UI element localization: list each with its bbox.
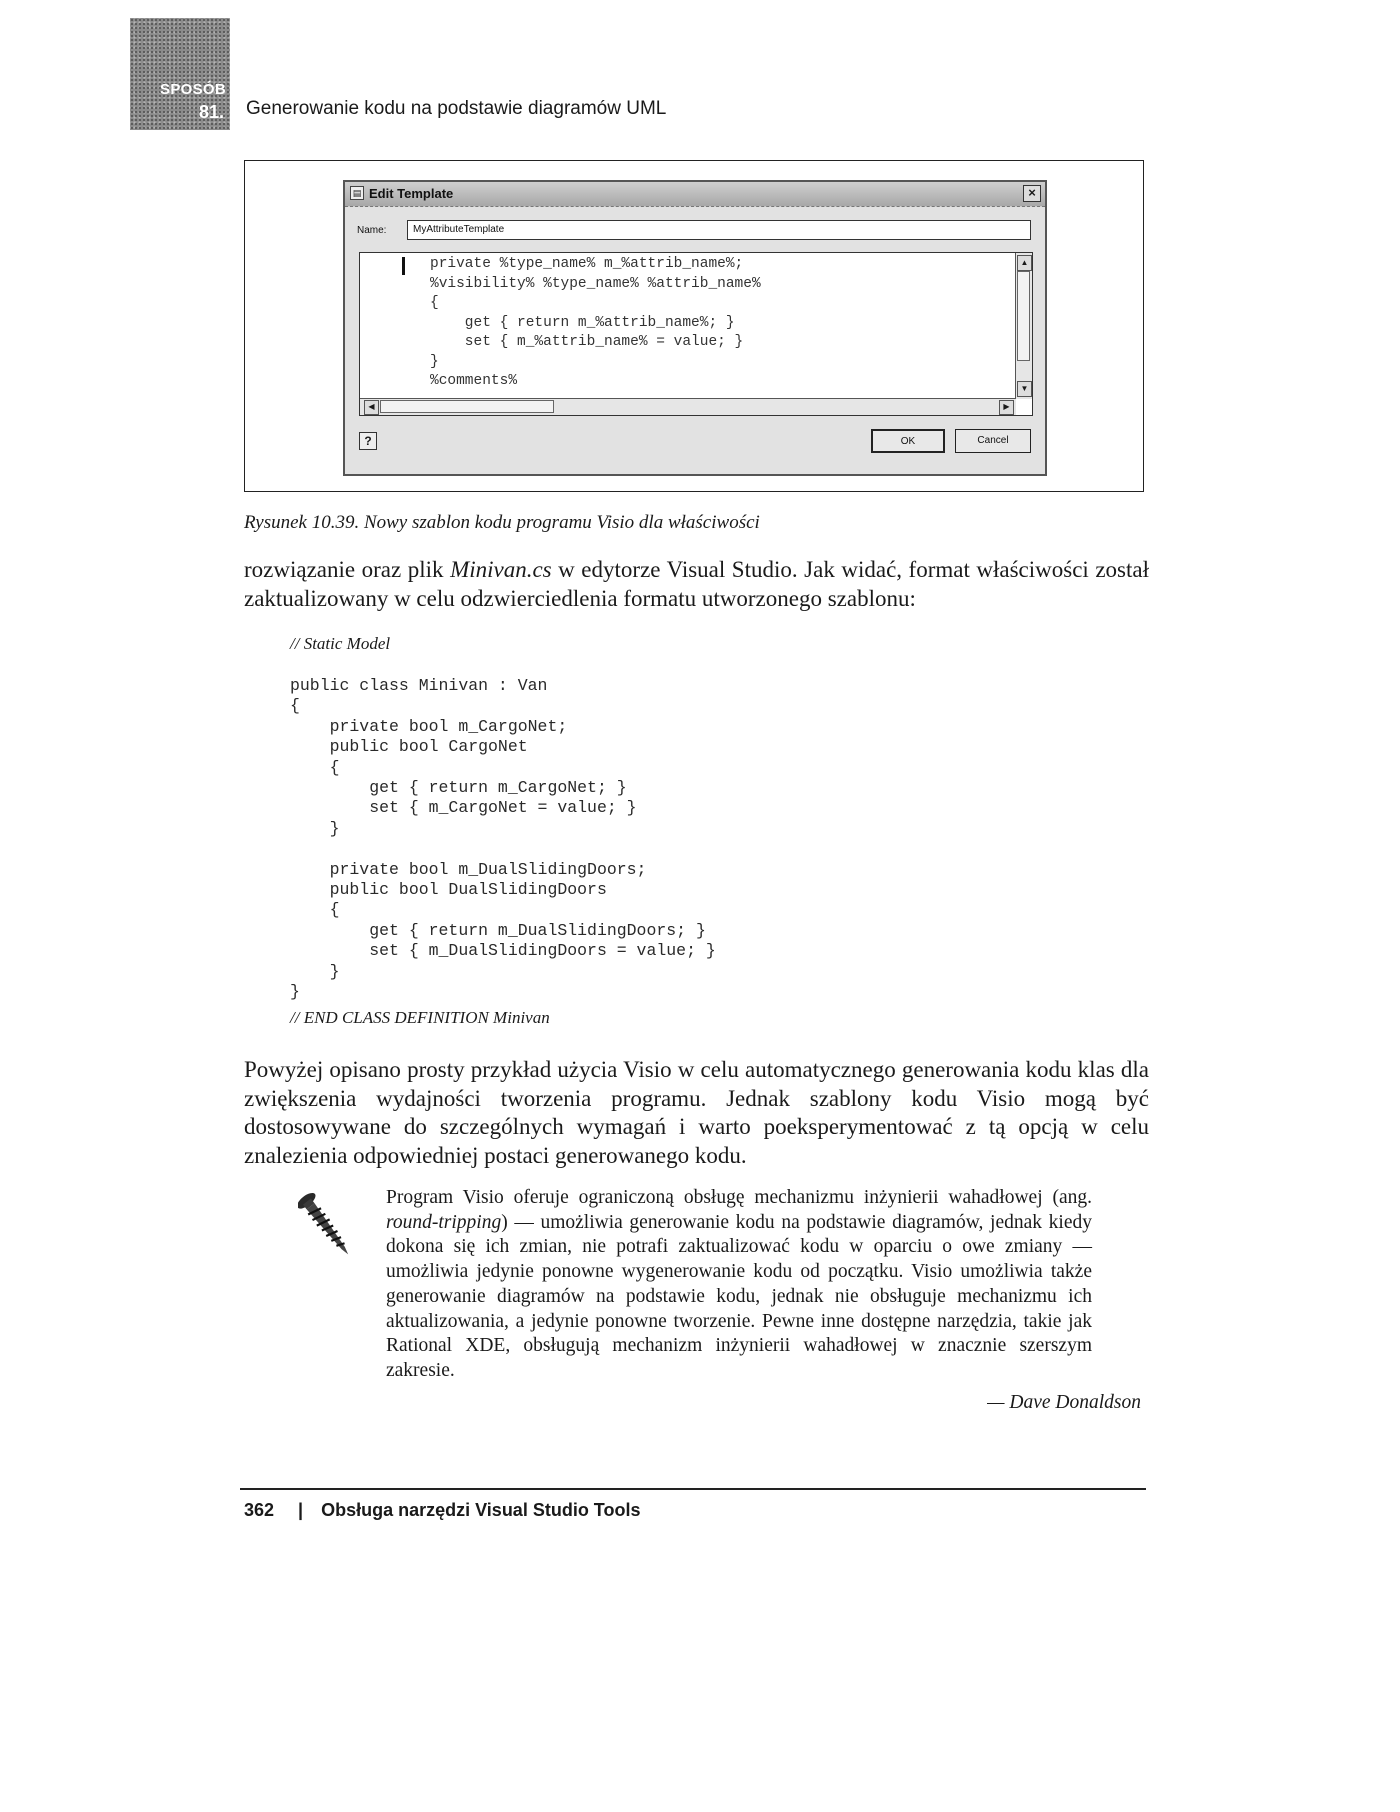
footer-separator: | bbox=[298, 1500, 304, 1520]
ok-button[interactable]: OK bbox=[871, 429, 945, 453]
running-header: Generowanie kodu na podstawie diagramów UML bbox=[246, 98, 667, 119]
paragraph-summary: Powyżej opisano prosty przykład użycia Visio w celu automatycznego generowania kodu klas dla zwiększenia wydajności tworzenia programu. Jednak szablony kodu Visio mogą być dostosowywane do szczególnych wymagań i warto poeksperymentować z tą opcją w celu znalezienia odpowiedniej postaci generowanego kodu. bbox=[244, 1057, 1149, 1168]
vertical-scrollbar[interactable] bbox=[1015, 253, 1032, 399]
cancel-button[interactable]: Cancel bbox=[955, 429, 1031, 453]
note-author: — Dave Donaldson bbox=[987, 1392, 1141, 1413]
close-icon[interactable]: × bbox=[1023, 185, 1041, 202]
screw-icon bbox=[298, 1188, 354, 1264]
note-text bbox=[386, 1186, 1092, 1384]
paragraph-intro-end: w edytorze Visual Studio. Jak widać, format właściwości został zaktualizowany w celu odzwierciedlenia formatu utworzonego szablonu: bbox=[244, 557, 1149, 611]
footer-chapter: Obsługa narzędzi Visual Studio Tools bbox=[321, 1500, 641, 1520]
horizontal-scroll-thumb[interactable] bbox=[380, 400, 554, 413]
chapter-tab bbox=[130, 18, 230, 130]
vertical-scroll-thumb[interactable] bbox=[1017, 271, 1030, 361]
name-label: Name: bbox=[357, 225, 387, 236]
tab-word: SPOSÓB bbox=[160, 81, 226, 98]
footer-rule bbox=[240, 1488, 1146, 1490]
note-text-end: ) — umożliwia generowanie kodu na podstawie diagramów, jednak kiedy dokona się ich zmian, nie potrafi zaktualizować kodu w oparciu o owe zmiany — umożliwia jedynie ponowne wygenerowanie kodu od początku. Visio umożliwia także generowanie diagramów na podstawie kodu, jednak nie obsługuje mechanizmu ich aktualizowania, a jedynie ponowne tworzenie. Pewne inne dostępne narzędzia, takie jak Rational XDE, obsługują mechanizm inżynierii wahadłowej w znacznie szerszym zakresie. bbox=[386, 1211, 1092, 1381]
scroll-right-icon[interactable]: ▶ bbox=[999, 400, 1014, 415]
note-term: round-tripping bbox=[386, 1211, 502, 1233]
text-caret bbox=[402, 257, 405, 275]
scroll-down-icon[interactable]: ▼ bbox=[1017, 381, 1032, 397]
name-input[interactable]: MyAttributeTemplate bbox=[407, 220, 1031, 240]
help-icon[interactable]: ? bbox=[359, 432, 377, 450]
code-comment-end: // END CLASS DEFINITION Minivan bbox=[290, 1008, 550, 1027]
page-number: 362 bbox=[244, 1500, 275, 1520]
figure-caption: Rysunek 10.39. Nowy szablon kodu programu Visio dla właściwości bbox=[244, 512, 760, 533]
note-text-start: Program Visio oferuje ograniczoną obsługę mechanizmu inżynierii wahadłowej (ang. bbox=[386, 1187, 1092, 1208]
dialog-titlebar[interactable] bbox=[345, 182, 1045, 207]
template-code[interactable]: private %type_name% m_%attrib_name%; %visibility% %type_name% %attrib_name% { get { return m_%attrib_name%; } set { m_%attrib_name% = value; } } %comments% bbox=[430, 256, 761, 389]
page-footer bbox=[244, 1500, 640, 1521]
edit-template-dialog bbox=[343, 180, 1047, 476]
scroll-up-icon[interactable]: ▲ bbox=[1017, 255, 1032, 271]
template-editor[interactable] bbox=[359, 252, 1033, 416]
template-icon: ▤ bbox=[350, 186, 364, 200]
code-listing: public class Minivan : Van { private bool m_CargoNet; public bool CargoNet { get { return m_CargoNet; } set { m_CargoNet = value; } } private bool m_DualSlidingDoors; public bool DualSlidingDoors { get { return m_DualSlidingDoors; } set { m_DualSlidingDoors = value; } } } bbox=[290, 676, 716, 1002]
paragraph-intro bbox=[244, 556, 1149, 613]
code-comment-start: // Static Model bbox=[290, 634, 391, 653]
dialog-title: Edit Template bbox=[369, 186, 454, 201]
scroll-left-icon[interactable]: ◀ bbox=[364, 400, 379, 415]
paragraph-intro-start: rozwiązanie oraz plik bbox=[244, 557, 451, 582]
tab-number: 81. bbox=[198, 102, 224, 122]
filename: Minivan.cs bbox=[450, 557, 552, 582]
horizontal-scrollbar[interactable] bbox=[360, 398, 1016, 415]
